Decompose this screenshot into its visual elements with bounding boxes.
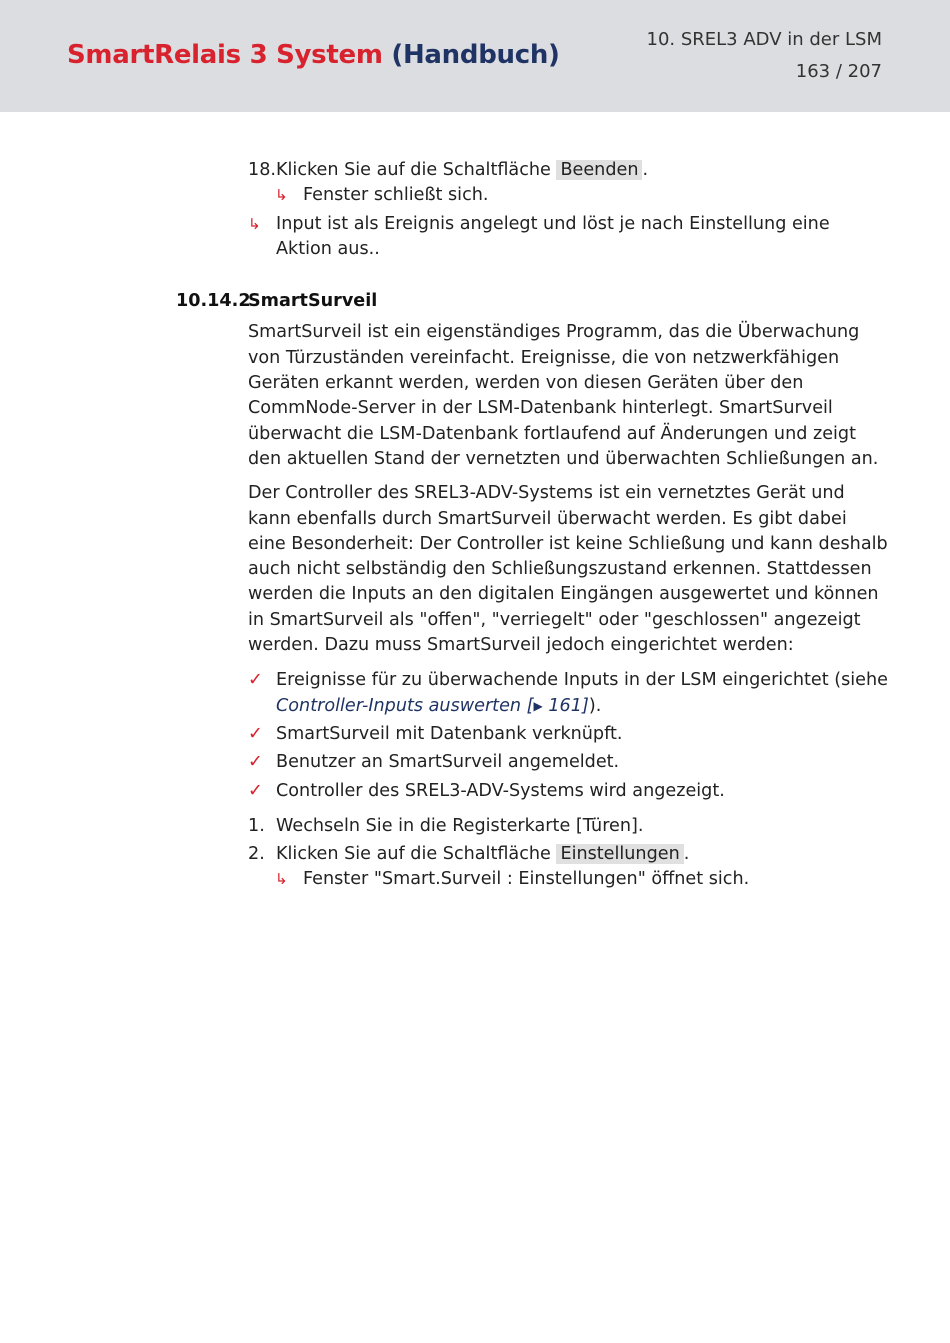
prerequisite-item: [248, 750, 888, 775]
controller-inputs-link[interactable]: Controller-Inputs auswerten [▶ 161]: [276, 695, 589, 716]
page-number: 163 / 207: [795, 61, 882, 82]
brand-subtitle: (Handbuch): [391, 40, 560, 70]
section-heading: [176, 289, 888, 314]
step-2-result: [248, 867, 888, 892]
checkmark-icon: ✓: [248, 752, 263, 773]
prerequisite-text: Ereignisse für zu überwachende Inputs in der LSM eingerichtet (siehe: [276, 670, 888, 691]
result-arrow-icon: ↳: [275, 186, 288, 205]
chapter-title: 10. SREL3 ADV in der LSM: [646, 29, 882, 50]
section-number: 10.14.2: [176, 291, 251, 312]
result-text: Fenster "Smart.Surveil : Einstellungen" öffnet sich.: [303, 869, 750, 890]
prerequisite-text: Benutzer an SmartSurveil angemeldet.: [276, 752, 620, 773]
result-text: Fenster schließt sich.: [303, 185, 489, 206]
step-18: [248, 158, 888, 183]
paragraph-intro: SmartSurveil ist ein eigenständiges Programm, das die Überwachung von Türzuständen vereinfacht. Ereignisse, die von netzwerkfähigen Geräten erkannt werden, werden von diesen Geräten über den CommNode-Server in der LSM-Datenbank hinterlegt. SmartSurveil überwacht die LSM-Datenbank fortlaufend auf Änderungen und zeigt den aktuellen Stand der vernetzten und überwachten Schließungen an.: [248, 322, 879, 469]
checkmark-icon: ✓: [248, 780, 263, 801]
checkmark-icon: ✓: [248, 670, 263, 691]
step-text: Klicken Sie auf die Schaltfläche: [276, 160, 551, 180]
document-title: [67, 40, 560, 70]
prerequisite-text: SmartSurveil mit Datenbank verknüpft.: [276, 723, 623, 744]
step-2: [248, 842, 888, 867]
step-text: Wechseln Sie in die Registerkarte [Türen].: [276, 815, 644, 836]
prerequisite-text-end: ).: [588, 695, 602, 716]
einstellungen-button-label: Einstellungen: [556, 844, 683, 864]
step-1: [248, 814, 888, 839]
prerequisite-item: [248, 779, 888, 804]
step-text-end: .: [683, 844, 690, 865]
link-text[interactable]: Controller-Inputs auswerten: [276, 695, 522, 716]
final-result: [248, 212, 888, 263]
step-number: 1.: [248, 815, 265, 836]
paragraph-controller: Der Controller des SREL3-ADV-Systems ist ein vernetztes Gerät und kann ebenfalls durch SmartSurveil überwacht werden. Es gibt dabei eine Besonderheit: Der Controller ist keine Schließung und kann deshalb auch nicht selbständig den Schließungszustand erkennen. Stattdessen werden die Inputs an den digitalen Eingängen ausgewertet und können in SmartSurveil als "offen", "verriegelt" oder "geschlossen" angezeigt werden. Dazu muss SmartSurveil jedoch eingerichtet werden:: [248, 483, 888, 656]
step-number: 2.: [248, 844, 265, 865]
link-page[interactable]: 161: [548, 695, 582, 716]
step-text-end: .: [642, 160, 649, 180]
step-number: 18.: [248, 160, 276, 180]
section-title: SmartSurveil: [248, 291, 378, 312]
step-text: Klicken Sie auf die Schaltfläche: [276, 844, 551, 865]
brand-name: SmartRelais 3 System: [67, 40, 383, 70]
prerequisite-item: [248, 668, 888, 719]
step-18-result: [248, 183, 888, 208]
link-triangle-icon: ▶: [533, 698, 543, 713]
result-arrow-icon: ↳: [248, 214, 261, 233]
checkmark-icon: ✓: [248, 723, 263, 744]
page-content: [176, 158, 888, 893]
result-text: Input ist als Ereignis angelegt und löst je nach Einstellung eine Aktion aus..: [276, 213, 830, 259]
prerequisite-item: [248, 722, 888, 747]
prerequisite-text: Controller des SREL3-ADV-Systems wird angezeigt.: [276, 780, 725, 801]
beenden-button-label: Beenden: [556, 160, 642, 180]
result-arrow-icon: ↳: [275, 870, 288, 889]
page-header: [0, 0, 950, 112]
